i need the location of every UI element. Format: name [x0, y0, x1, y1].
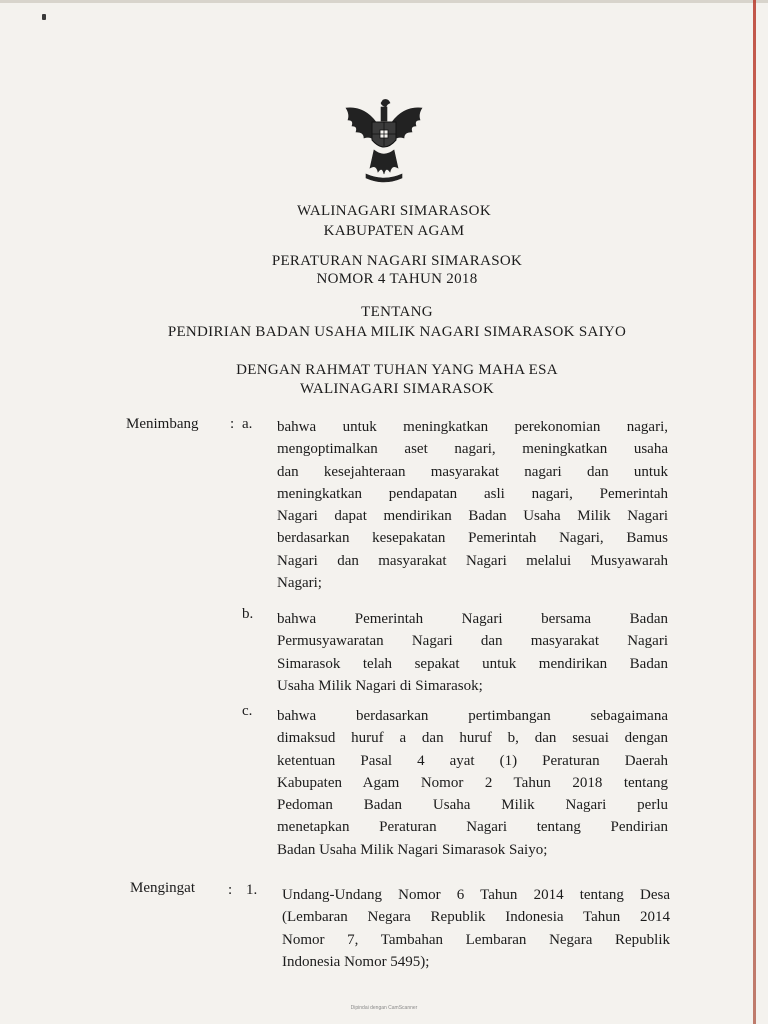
header-title-walinagari: WALINAGARI SIMARASOK — [297, 203, 491, 219]
mengingat-colon: : — [228, 882, 233, 898]
paragraph-line: Indonesia Nomor 5495); — [282, 953, 430, 970]
paragraph-line: (Lembaran Negara Republik Indonesia Tahun 2014 — [282, 909, 670, 926]
paragraph-line: Nomor 7, Tambahan Lembaran Negara Republik — [282, 931, 670, 948]
menimbang-marker-b: b. — [242, 606, 254, 622]
header-rahmat: DENGAN RAHMAT TUHAN YANG MAHA ESA — [236, 362, 558, 378]
paragraph-line: dimaksud huruf a dan huruf b, dan sesuai dengan — [277, 730, 668, 747]
paragraph-line: berdasarkan kesepakatan Pemerintah Nagari, Bamus — [277, 530, 668, 547]
mengingat-paragraph-1 — [282, 884, 670, 973]
header-kabupaten: KABUPATEN AGAM — [323, 223, 465, 239]
garuda-emblem-icon — [336, 92, 432, 188]
paragraph-line: Kabupaten Agam Nomor 2 Tahun 2018 tentang — [277, 774, 668, 791]
menimbang-marker-a: a. — [242, 416, 253, 432]
paragraph-line: Permusyawaratan Nagari dan masyarakat Nagari — [277, 633, 668, 650]
scan-right-edge — [753, 0, 756, 1024]
paragraph-line: Nagari dapat mendirikan Badan Usaha Milik Nagari — [277, 508, 668, 525]
paragraph-line: Nagari dan masyarakat Nagari melalui Musyawarah — [277, 552, 668, 569]
paragraph-line: dan kesejahteraan masyarakat nagari dan untuk — [277, 463, 668, 480]
menimbang-paragraph-b — [277, 608, 668, 697]
menimbang-marker-c: c. — [242, 703, 253, 719]
paragraph-line: Pedoman Badan Usaha Milik Nagari perlu — [277, 797, 668, 814]
scan-speck — [42, 14, 46, 20]
scan-top-edge — [0, 0, 768, 3]
paragraph-line: Nagari; — [277, 575, 322, 592]
paragraph-line: Simarasok telah sepakat untuk mendirikan Badan — [277, 655, 668, 672]
header-nomor: NOMOR 4 TAHUN 2018 — [316, 271, 478, 287]
paragraph-line: meningkatkan pendapatan asli nagari, Pemerintah — [277, 485, 668, 502]
paragraph-line: ketentuan Pasal 4 ayat (1) Peraturan Daerah — [277, 752, 668, 769]
menimbang-colon: : — [230, 416, 235, 432]
paragraph-line: bahwa Pemerintah Nagari bersama Badan — [277, 611, 668, 627]
paragraph-line: bahwa berdasarkan pertimbangan sebagaimana — [277, 708, 668, 724]
paragraph-line: menetapkan Peraturan Nagari tentang Pendirian — [277, 819, 668, 836]
menimbang-label: Menimbang — [126, 416, 199, 432]
header-peraturan: PERATURAN NAGARI SIMARASOK — [271, 253, 523, 269]
paragraph-line: Usaha Milik Nagari di Simarasok; — [277, 677, 483, 694]
paragraph-line: Badan Usaha Milik Nagari Simarasok Saiyo; — [277, 841, 548, 858]
header-tentang: TENTANG — [361, 304, 433, 320]
paragraph-line: bahwa untuk meningkatkan perekonomian nagari, — [277, 419, 668, 435]
header-subject: PENDIRIAN BADAN USAHA MILIK NAGARI SIMARASOK SAIYO — [167, 324, 627, 340]
paragraph-line: Undang-Undang Nomor 6 Tahun 2014 tentang Desa — [282, 887, 670, 903]
header-walinagari-2: WALINAGARI SIMARASOK — [300, 381, 494, 397]
mengingat-marker-1: 1. — [246, 882, 258, 898]
mengingat-label: Mengingat — [130, 880, 195, 896]
paragraph-line: mengoptimalkan aset nagari, meningkatkan usaha — [277, 441, 668, 458]
menimbang-paragraph-c — [277, 705, 668, 861]
menimbang-paragraph-a — [277, 416, 668, 594]
scanner-note: Dipindai dengan CamScanner — [350, 1005, 418, 1011]
